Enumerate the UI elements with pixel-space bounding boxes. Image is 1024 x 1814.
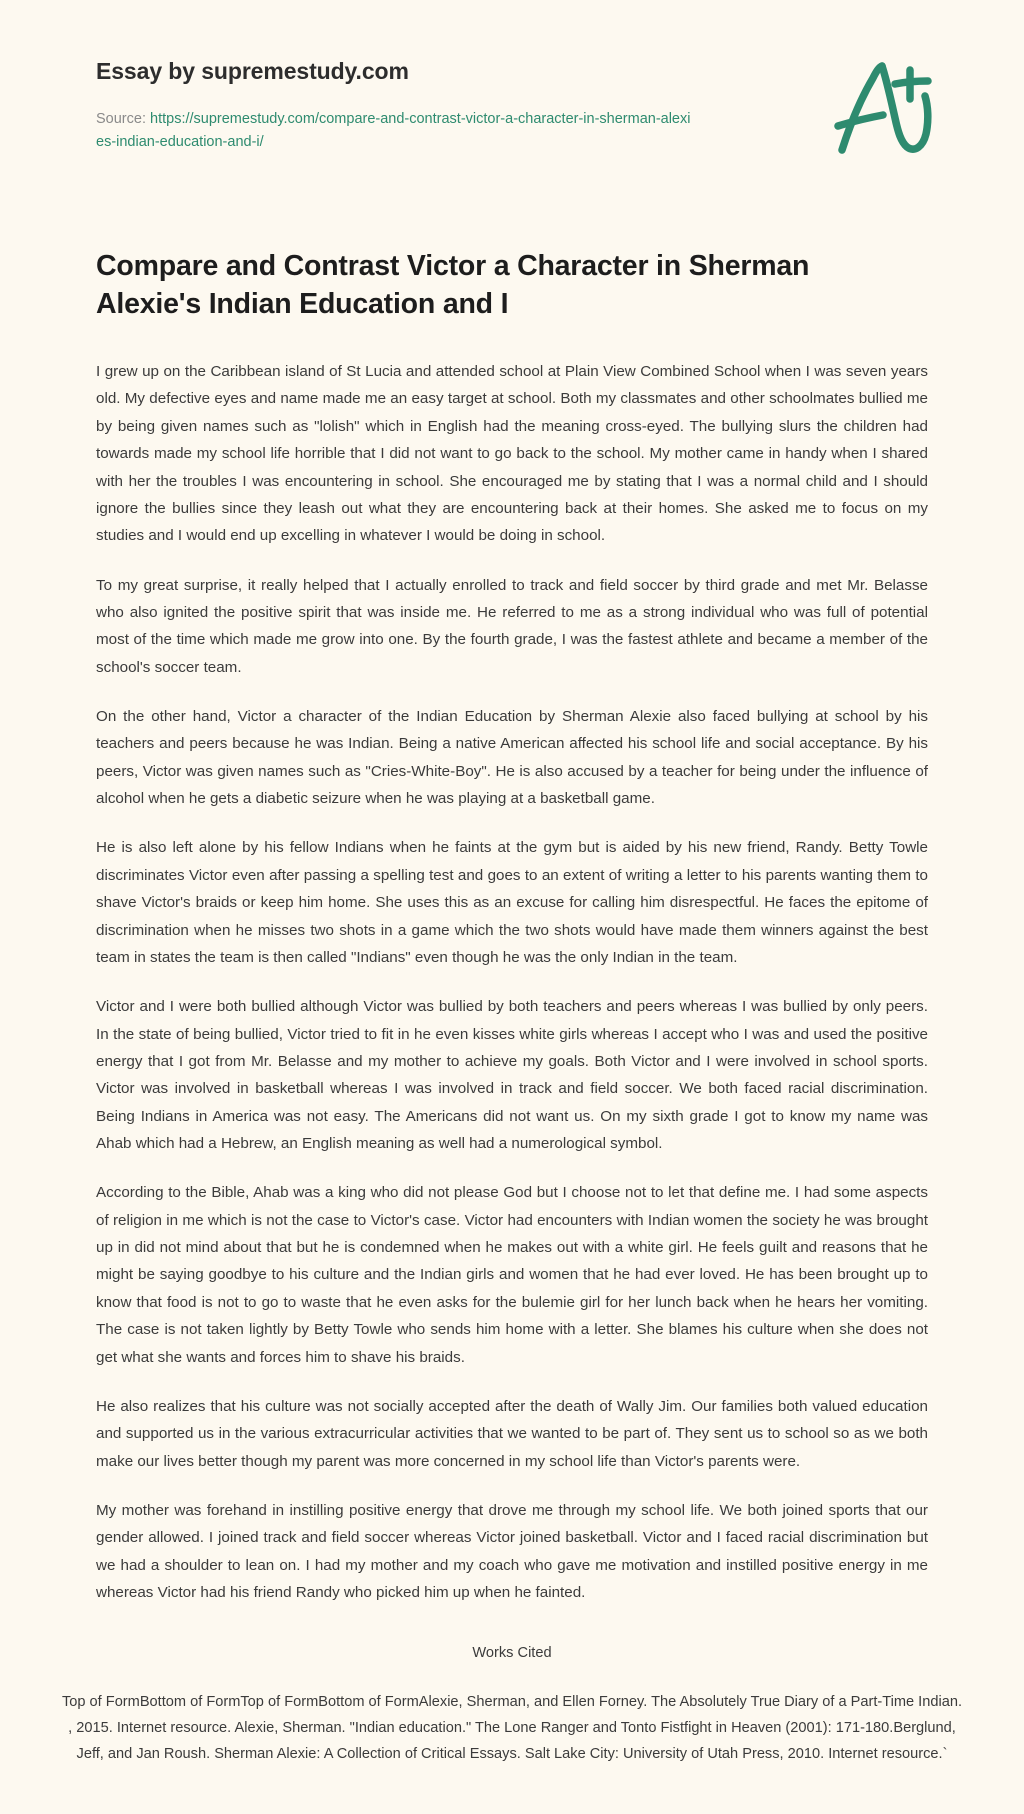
source-url-link[interactable]: https://supremestudy.com/compare-and-contrast-victor-a-character-in-sherman-alexies-indian-education-and-i/ [96, 110, 691, 151]
article [0, 247, 1024, 1607]
brand-title: Essay by supremestudy.com [96, 58, 409, 84]
essay-paragraph: I grew up on the Caribbean island of St Lucia and attended school at Plain View Combined School when I was seven years old. My defective eyes and name made me an easy target at school. Both my classmates and other schoolmates bullied me by being given names such as "lolish" which in English had the meaning cross-eyed. The bullying slurs the children had towards made my school life horrible that I did not want to go back to the school. My mother came in handy when I shared with her the troubles I was encountering in school. She encouraged me by stating that I was a normal child and I should ignore the bullies since they leash out what they are encountering back at their homes. She asked me to focus on my studies and I would end up excelling in whatever I would be doing in school. [96, 363, 928, 545]
a-plus-icon [829, 52, 949, 162]
source-line [96, 108, 696, 155]
essay-body [96, 358, 928, 1606]
works-cited-entries: Top of FormBottom of FormTop of FormBottom of FormAlexie, Sherman, and Ellen Forney. The Absolutely True Diary of a Part-Time Indian. , 2015. Internet resource. Alexie, Sherman. "Indian education." The Lone Ranger and Tonto Fistfight in Heaven (2001): 171-180.Berglund, Jeff, and Jan Roush. Sherman Alexie: A Collection of Critical Essays. Salt Lake City: University of Utah Press, 2010. Internet resource.` [61, 1693, 963, 1763]
a-plus-logo [829, 52, 949, 162]
source-label: Source: [96, 110, 146, 127]
works-cited-heading: Works Cited [472, 1645, 552, 1662]
essay-paragraph: According to the Bible, Ahab was a king who did not please God but I choose not to let that define me. I had some aspects of religion in me which is not the case to Victor's case. Victor had encounters with Indian women the society he was brought up in did not mind about that but he is condemned when he makes out with a white girl. He feels guilt and reasons that he might be saying goodbye to his culture and the Indian girls and women that he had ever loved. He has been brought up to know that food is not to go to waste that he even asks for the bulemie girl for her lunch back when he hears her vomiting. The case is not taken lightly by Betty Towle who sends him home with a letter. She blames his culture when she does not get what she wants and forces him to shave his braids. [96, 1184, 928, 1366]
essay-paragraph: He also realizes that his culture was not socially accepted after the death of Wally Jim. Our families both valued education and supported us in the various extracurricular activities that we wanted to be part of. They sent us to school so as we both make our lives better though my parent was more concerned in my school life than Victor's parents were. [96, 1397, 928, 1470]
essay-paragraph: On the other hand, Victor a character of the Indian Education by Sherman Alexie also faced bullying at school by his teachers and peers because he was Indian. Being a native American affected his school life and social acceptance. By his peers, Victor was given names such as "Cries-White-Boy". He is also accused by a teacher for being under the influence of alcohol when he gets a diabetic seizure when he was playing at a basketball game. [96, 708, 928, 808]
site-header [0, 0, 1024, 155]
essay-paragraph: He is also left alone by his fellow Indians when he faints at the gym but is aided by his new friend, Randy. Betty Towle discriminates Victor even after passing a spelling test and goes to an extent of writing a letter to his parents wanting them to shave Victor's braids or keep him home. She uses this as an excuse for calling him disrespectful. He faces the epitome of discrimination when he misses two shots in a game which the two shots would have made them winners against the best team in states the team is then called "Indians" even though he was the only Indian in the team. [96, 839, 928, 966]
works-cited-section [0, 1640, 1024, 1813]
page-title: Compare and Contrast Victor a Character in Sherman Alexie's Indian Education and I [96, 249, 810, 321]
essay-paragraph: My mother was forehand in instilling positive energy that drove me through my school life. We both joined sports that our gender allowed. I joined track and field soccer whereas Victor joined basketball. Victor and I faced racial discrimination but we had a shoulder to lean on. I had my mother and my coach who gave me motivation and instilled positive energy in me whereas Victor had his friend Randy who picked him up when he fainted. [96, 1502, 928, 1602]
essay-paragraph: Victor and I were both bullied although Victor was bullied by both teachers and peers whereas I was bullied by only peers. In the state of being bullied, Victor tried to fit in he even kisses white girls whereas I accept who I was and used the positive energy that I got from Mr. Belasse and my mother to achieve my goals. Both Victor and I were involved in school sports. Victor was involved in basketball whereas I was involved in track and field soccer. We both faced racial discrimination. Being Indians in America was not easy. The Americans did not want us. On my sixth grade I got to know my name was Ahab which had a Hebrew, an English meaning as well had a numerological symbol. [96, 998, 928, 1153]
essay-paragraph: To my great surprise, it really helped that I actually enrolled to track and field soccer by third grade and met Mr. Belasse who also ignited the positive spirit that was inside me. He referred to me as a strong individual who was full of potential most of the time which made me grow into one. By the fourth grade, I was the fastest athlete and became a member of the school's soccer team. [96, 576, 928, 676]
